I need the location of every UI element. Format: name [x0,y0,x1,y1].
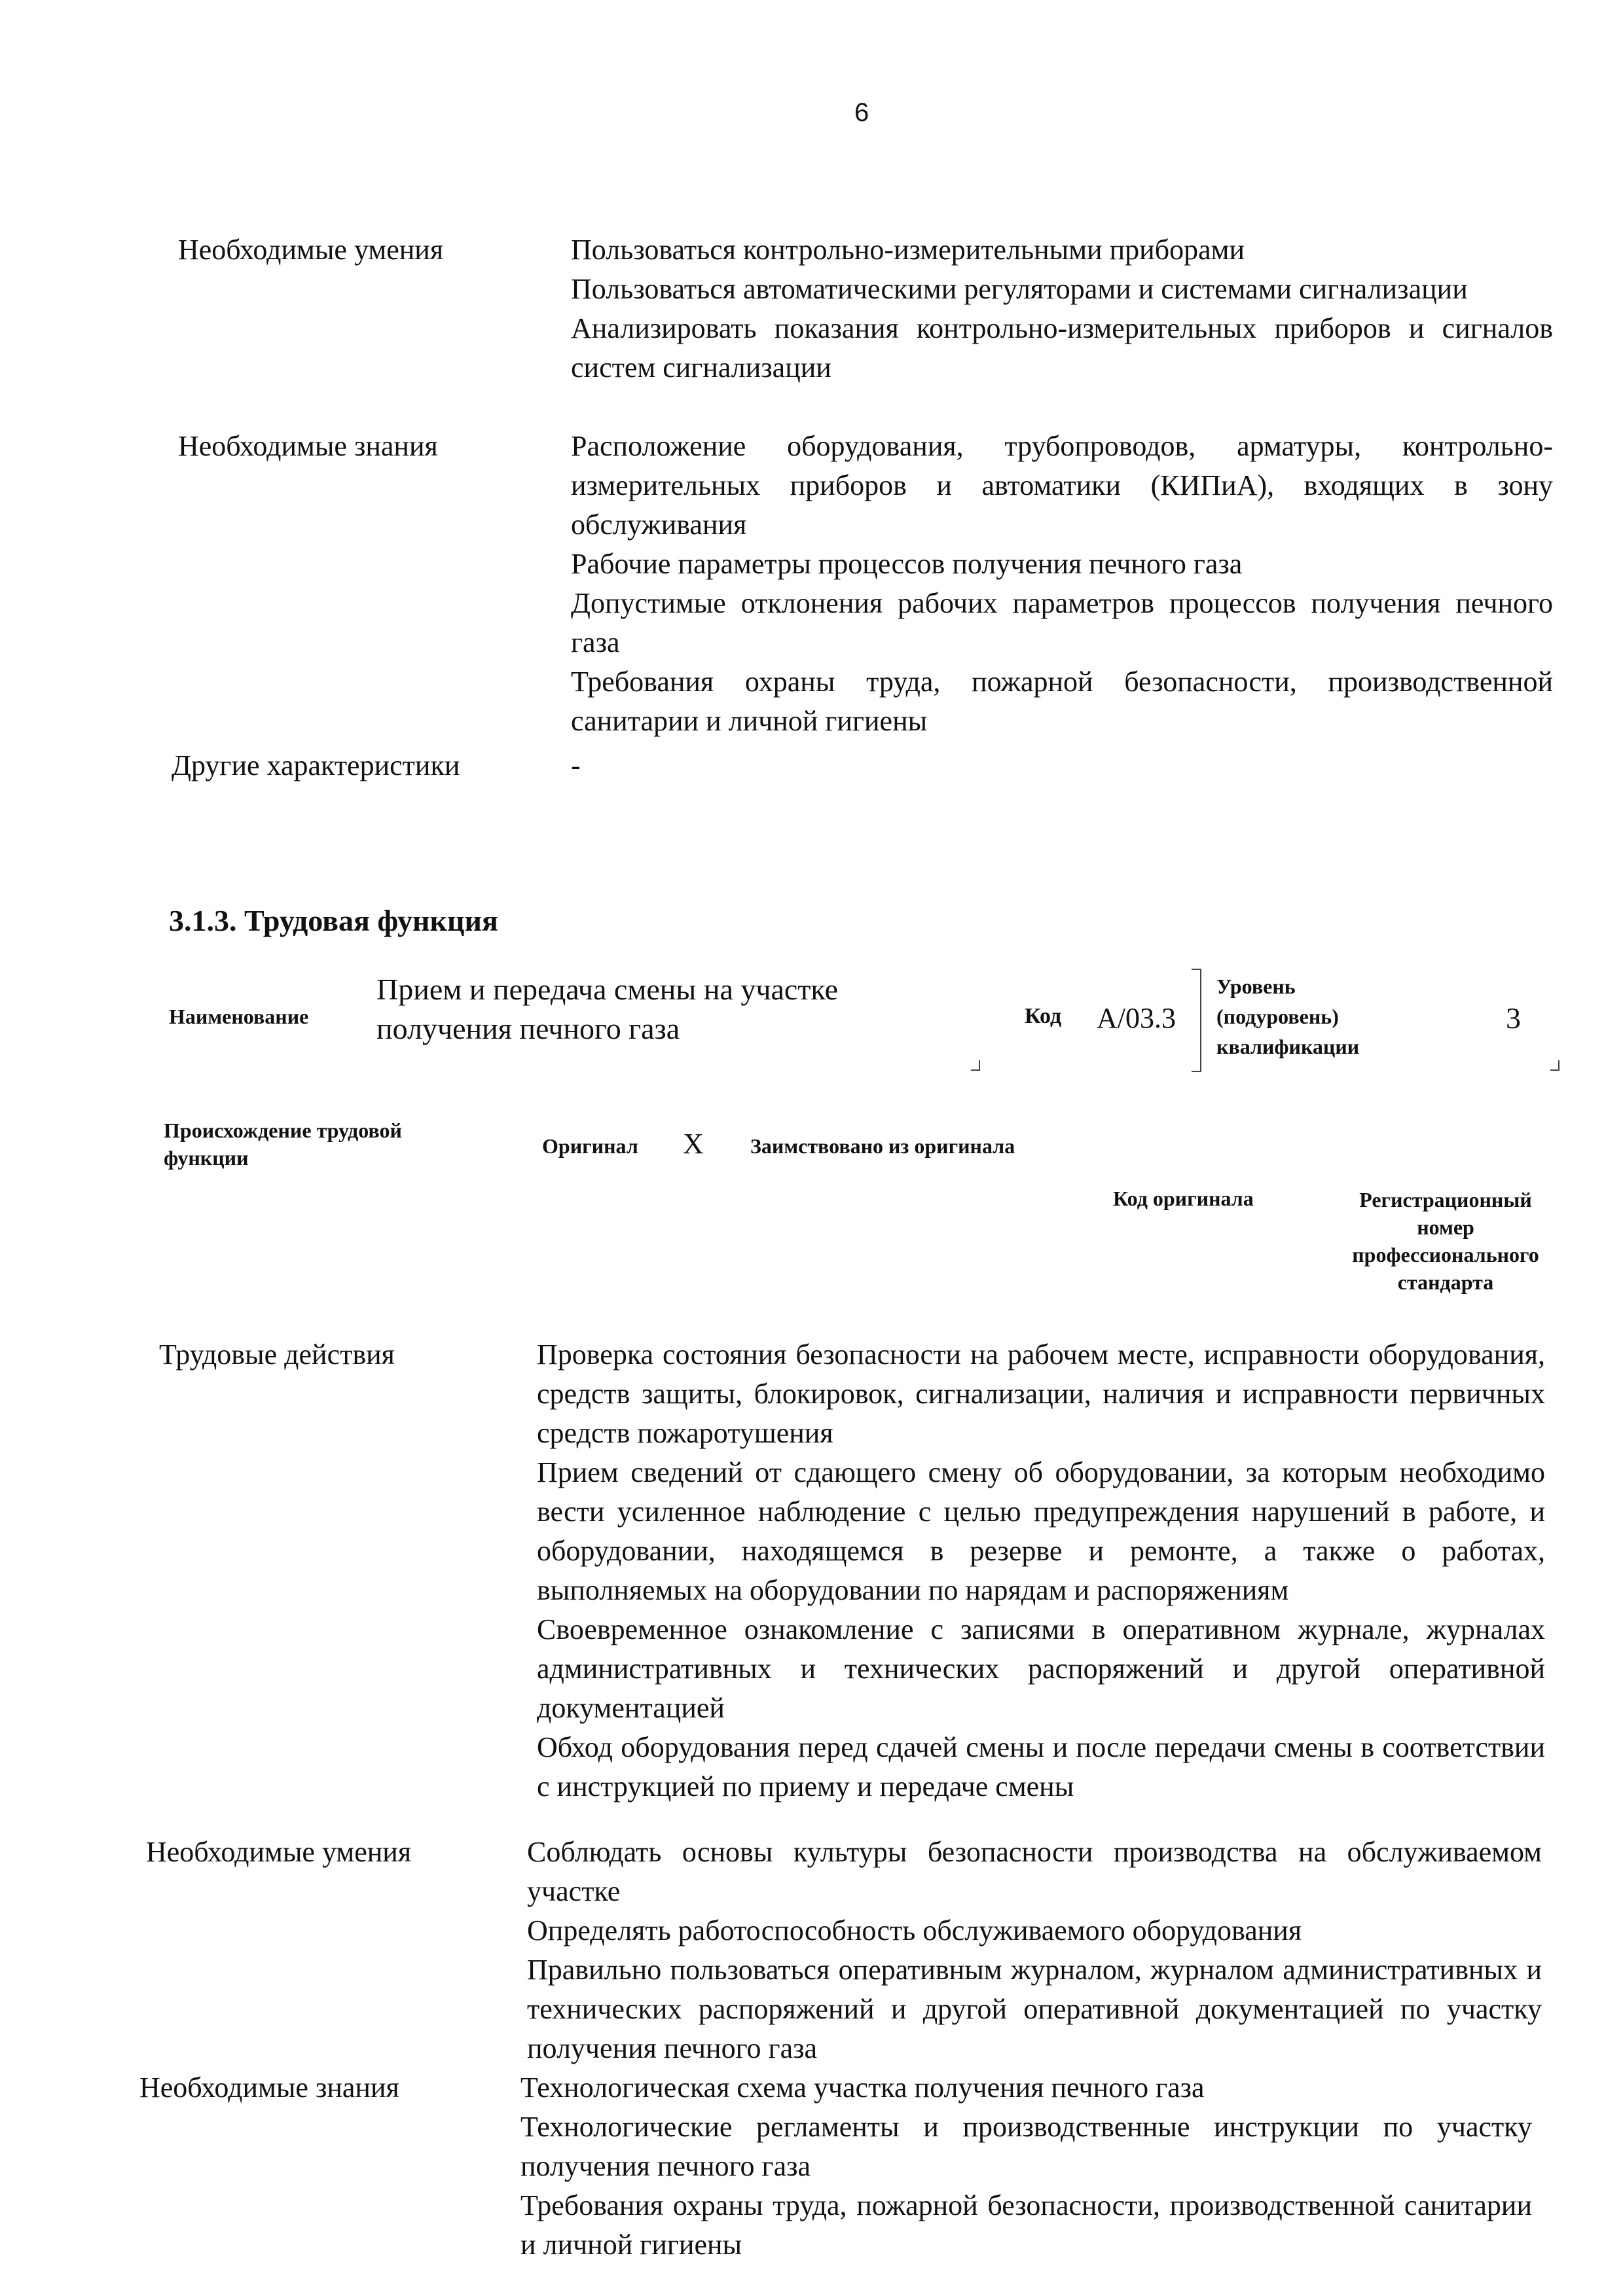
function-name-line1: Прием и передача смены на участке [376,973,839,1006]
bracket-line [1192,1071,1201,1072]
name-label: Наименование [169,1005,309,1028]
action-item: Своевременное ознакомление с записями в оперативном журнале, журналах административных и технических распоряжений и другой оперативной документацией [537,1613,1545,1724]
corner-mark [1550,1069,1559,1071]
skill-item: Анализировать показания контрольно-измерительных приборов и сигналов систем сигнализации [571,312,1553,384]
skill-item: Определять работоспособность обслуживаемого оборудования [527,1914,1302,1946]
section-title: 3.1.3. Трудовая функция [169,904,498,937]
action-item: Прием сведений от сдающего смену об оборудовании, за которым необходимо вести усиленное наблюдение с целью предупреждения нарушений в работе, и оборудовании, находящемся в резерве и ремонте, а также о работах, выполняемых на оборудовании по нарядам и распоряжениям [537,1456,1545,1606]
knowledge-list-b [520,2068,1532,2265]
bracket-line [1200,969,1201,1072]
origin-label-1: Происхождение трудовой [164,1119,402,1142]
skills-list-b [527,1833,1542,2068]
knowledge-item: Технологическая схема участка получения печного газа [520,2072,1205,2104]
knowledge-list-a [571,427,1553,741]
corner-mark [971,1069,980,1071]
origin-label-2: функции [164,1146,249,1170]
knowledge-item: Требования охраны труда, пожарной безопасности, производственной санитарии и личной гигиены [520,2189,1532,2261]
actions-label: Трудовые действия [159,1338,395,1371]
origin-borrowed: Заимствовано из оригинала [750,1134,1015,1158]
origin-original: Оригинал [542,1134,638,1158]
skill-item: Соблюдать основы культуры безопасности производства на обслуживаемом участке [527,1836,1542,1907]
level-label-1: Уровень [1216,975,1296,998]
knowledge-item: Расположение оборудования, трубопроводов, арматуры, контрольно-измерительных приборов и автоматики (КИПиА), входящих в зону обслуживания [571,430,1553,541]
level-label-2: (подуровень) [1216,1005,1339,1028]
reg-number-label [1321,1186,1570,1296]
reg-line: Регистрационный [1359,1188,1532,1211]
skills-label-b: Необходимые умения [146,1836,412,1868]
reg-line: профессионального [1352,1243,1539,1266]
knowledge-label-a: Необходимые знания [178,430,438,462]
skills-list-a [571,230,1553,387]
knowledge-item: Технологические регламенты и производственные инструкции по участку получения печного газа [520,2111,1532,2182]
page-number: 6 [854,98,869,127]
code-original-label: Код оригинала [1113,1187,1254,1210]
knowledge-item: Требования охраны труда, пожарной безопасности, производственной санитарии и личной гигиены [571,666,1553,737]
action-item: Обход оборудования перед сдачей смены и после передачи смены в соответствии с инструкцией по приему и передаче смены [537,1731,1545,1803]
skill-item: Пользоваться контрольно-измерительными приборами [571,234,1245,266]
knowledge-item: Допустимые отклонения рабочих параметров процессов получения печного газа [571,587,1553,658]
skill-item: Правильно пользоваться оперативным журналом, журналом административных и технических распоряжений и другой оперативной документацией по участку получения печного газа [527,1954,1542,2064]
code-label: Код [1025,1004,1062,1028]
level-label-3: квалификации [1216,1035,1360,1058]
origin-mark: X [683,1128,704,1160]
other-label: Другие характеристики [172,749,460,781]
skills-label-a: Необходимые умения [178,234,444,266]
knowledge-item: Рабочие параметры процессов получения печного газа [571,548,1243,580]
code-value: А/03.3 [1097,1002,1176,1034]
level-value: 3 [1506,1001,1521,1035]
other-value: - [571,749,581,781]
reg-line: номер [1417,1215,1474,1239]
bracket-line [1192,969,1201,970]
action-item: Проверка состояния безопасности на рабочем месте, исправности оборудования, средств защиты, блокировок, сигнализации, наличия и исправности первичных средств пожаротушения [537,1338,1545,1449]
reg-line: стандарта [1397,1270,1494,1294]
function-name-line2: получения печного газа [376,1012,680,1045]
actions-list [537,1335,1545,1806]
knowledge-label-b: Необходимые знания [139,2072,399,2104]
skill-item: Пользоваться автоматическими регуляторами и системами сигнализации [571,273,1468,305]
